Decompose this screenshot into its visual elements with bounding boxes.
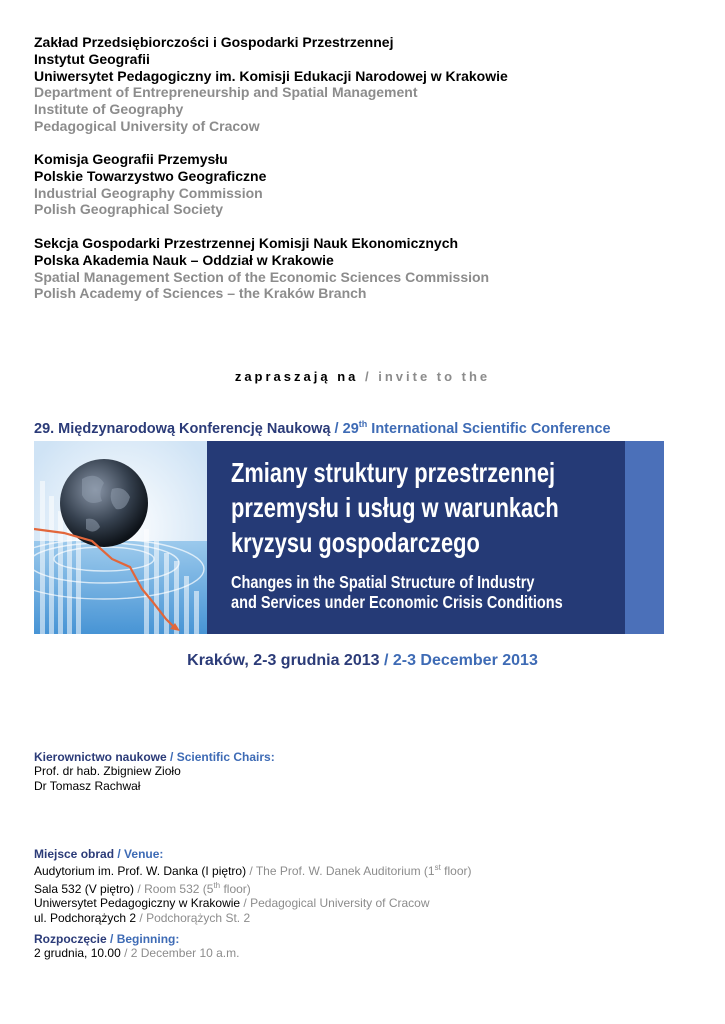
section-heading [34, 750, 275, 764]
organizer-block-academy [34, 235, 489, 302]
organizer-block-society [34, 151, 266, 218]
globe-graph-illustration [34, 441, 207, 634]
conference-ordinal: th [358, 419, 368, 429]
org-line-pl: Sekcja Gospodarki Przestrzennej Komisji Nauk Ekonomicznych [34, 235, 459, 251]
venue-en: / Room 532 (5 [134, 881, 214, 896]
banner-title-pl-line: przemysłu i usług w warunkach [231, 492, 559, 523]
org-line-en: Department of Entrepreneurship and Spatial Management [34, 84, 418, 101]
venue-en: / Pedagogical University of Cracow [240, 896, 430, 911]
heading-pl: Kierownictwo naukowe [34, 750, 167, 764]
banner-title-en [231, 572, 563, 612]
org-line-en: Polish Geographical Society [34, 201, 224, 218]
venue-pl: Sala 532 (V piętro) [34, 881, 135, 896]
org-line-en: Institute of Geography [34, 101, 184, 118]
banner-title-pl [231, 455, 559, 560]
banner-title-en-line: Changes in the Spatial Structure of Industry [231, 572, 535, 592]
org-line-pl: Uniwersytet Pedagogiczny im. Komisji Edukacji Narodowej w Krakowie [34, 67, 508, 84]
venue-pl: ul. Podchorążych 2 [34, 910, 137, 925]
scientific-chairs-section [34, 750, 275, 793]
venue-line [34, 861, 472, 878]
venue-section [34, 847, 472, 925]
section-heading [34, 932, 239, 946]
org-line-en: Pedagogical University of Cracow [34, 117, 260, 134]
org-line-pl: Polska Akademia Nauk – Oddział w Krakowie [34, 251, 334, 268]
org-line-en: Spatial Management Section of the Economic Sciences Commission [34, 268, 490, 285]
venue-line [34, 879, 472, 896]
venue-en: / The Prof. W. Danek Auditorium (1 [246, 864, 435, 879]
invite-separator: / [358, 369, 379, 384]
heading-pl: Miejsce obrad [34, 847, 115, 861]
heading-en: Venue: [124, 847, 164, 861]
heading-separator: / [114, 847, 125, 861]
heading-separator: / [166, 750, 177, 764]
beginning-section [34, 932, 239, 961]
dates-pl: Kraków, 2-3 grudnia 2013 [187, 652, 380, 669]
invite-en: invite to the [378, 369, 491, 384]
venue-pl: Audytorium im. Prof. W. Danka (I piętro) [34, 864, 247, 879]
banner-title-pl-line: kryzysu gospodarczego [231, 527, 480, 558]
heading-pl: Rozpoczęcie [34, 932, 107, 946]
conference-name [34, 419, 611, 437]
heading-en: Scientific Chairs: [176, 750, 275, 764]
banner-accent-stripe [625, 441, 664, 634]
heading-separator: / [106, 932, 117, 946]
banner-title-pl-line: Zmiany struktury przestrzennej [231, 457, 556, 488]
chair-name: Dr Tomasz Rachwał [34, 778, 141, 793]
conference-dates [0, 652, 725, 670]
chair-name: Prof. dr hab. Zbigniew Zioło [34, 764, 181, 779]
beginning-en: / 2 December 10 a.m. [120, 946, 240, 961]
org-line-en: Industrial Geography Commission [34, 184, 263, 201]
invite-pl: zapraszają na [234, 369, 359, 384]
venue-line [34, 896, 472, 910]
venue-en: floor) [220, 881, 251, 896]
org-line-pl: Komisja Geografii Przemysłu [34, 151, 228, 167]
heading-en: Beginning: [116, 932, 180, 946]
beginning-line [34, 946, 239, 960]
org-line-en: Polish Academy of Sciences – the Kraków Branch [34, 285, 367, 302]
venue-en-sup: st [434, 863, 441, 873]
conference-name-pl: 29. Międzynarodową Konferencję Naukową [34, 420, 331, 437]
conference-name-en: International Scientific Conference [367, 420, 611, 437]
banner-title-panel [207, 441, 625, 634]
organizer-block-university [34, 34, 508, 135]
org-line-pl: Polskie Towarzystwo Geograficzne [34, 167, 267, 184]
venue-line [34, 911, 472, 925]
org-line-pl: Zakład Przedsiębiorczości i Gospodarki Przestrzennej [34, 34, 394, 50]
dates-en: 2-3 December 2013 [392, 652, 538, 669]
conference-number-en: 29 [342, 420, 359, 437]
dates-separator: / [379, 652, 393, 669]
org-line-pl: Instytut Geografii [34, 50, 150, 67]
venue-en: floor) [440, 864, 472, 879]
conference-separator: / [330, 420, 343, 437]
conference-banner [34, 441, 664, 634]
venue-en-sup: th [213, 880, 221, 890]
venue-pl: Uniwersytet Pedagogiczny w Krakowie [34, 896, 241, 911]
banner-title-en-line: and Services under Economic Crisis Conditions [231, 592, 563, 612]
section-heading [34, 847, 472, 861]
venue-en: / Podchorążych St. 2 [136, 910, 251, 925]
beginning-pl: 2 grudnia, 10.00 [34, 946, 121, 961]
invite-line [0, 369, 725, 384]
